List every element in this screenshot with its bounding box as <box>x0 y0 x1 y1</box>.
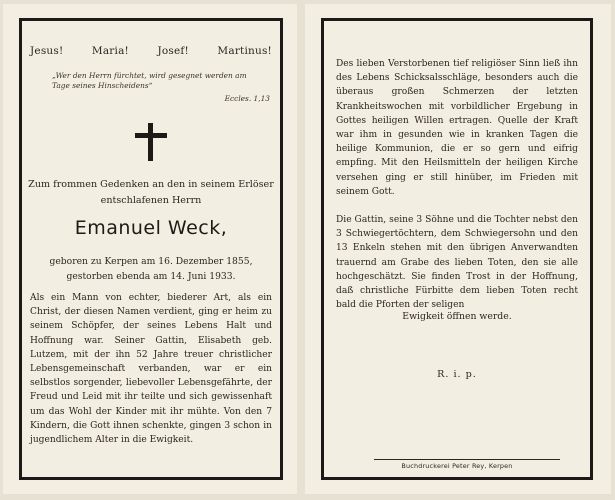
biography-paragraph: Als ein Mann von echter, biederer Art, als ein Christ, der diesen Namen verdient, ging er heim zu seinem Schöpfer, der seines Lebens Halt und Hoffnung war. Seiner Gattin, Elisabeth geb. Lutzem, mit der ihn 52 Jahre treuer christlicher Lebensgemeinschaft verbanden, war er ein selbstlos sorgender, liebevoller Lebensgefährte, der Freud und Leid mit ihr teilte und sich gewissenhaft um das Wohl der Kinder mit ihr mühte. Von den 7 Kindern, die Gott ihnen schenkte, gingen 3 schon in jugendlichem Alter in die Ewigkeit. <box>30 293 272 446</box>
cross-icon <box>135 123 167 161</box>
memorial-line: Zum frommen Gedenken an den in seinem Erlöser entschlafenen Herrn <box>28 179 274 206</box>
rip-line: R. i. p. <box>437 369 477 380</box>
right-page <box>305 4 611 494</box>
invocation-maria: Maria! <box>91 45 129 57</box>
invocation-josef: Josef! <box>157 45 189 57</box>
faith-paragraph: Des lieben Verstorbenen tief religiöser Sinn ließ ihn des Lebens Schicksalsschläge, besonders auch die überaus großen Schmerzen der letzten Krankheitswochen mit vorbildlicher Ergebung in Gottes heiligen Willen ertragen. Quelle der Kraft war ihm in gesunden wie in kranken Tagen die heilige Kommunion, die er so gern und eifrig empfing. Mit den Heilsmitteln der heiligen Kirche versehen ging er still hinüber, im Frieden mit seinem Gott. <box>336 59 578 197</box>
life-dates: geboren zu Kerpen am 16. Dezember 1855, gestorben ebenda am 14. Juni 1933. <box>49 256 253 282</box>
right-black-border <box>321 18 593 480</box>
left-black-border <box>19 18 283 480</box>
invocation-martinus: Martinus! <box>217 45 272 57</box>
bible-quote: „Wer den Herrn fürchtet, wird gesegnet werden am Tage seines Hinscheidens“ <box>52 71 247 90</box>
left-page <box>3 4 297 494</box>
deceased-name: Emanuel Weck, <box>74 217 228 239</box>
family-paragraph: Die Gattin, seine 3 Söhne und die Tochter nebst den 3 Schwiegertöchtern, dem Schwiegersohn und den 13 Enkeln stehen mit den übrigen Anverwandten trauernd am Grabe des lieben Toten, den sie alle hochgeschätzt. Sie finden Trost in der Hoffnung, daß christliche Fürbitte dem lieben Toten recht bald die Pforten der seligen <box>336 215 578 311</box>
printer-divider <box>374 459 560 460</box>
eternity-line: Ewigkeit öffnen werde. <box>402 311 512 322</box>
quote-source: Eccles. 1,13 <box>224 94 270 103</box>
invocation-line <box>30 45 272 57</box>
printer-credit: Buchdruckerei Peter Rey, Kerpen <box>401 462 513 470</box>
invocation-jesus: Jesus! <box>30 45 64 57</box>
